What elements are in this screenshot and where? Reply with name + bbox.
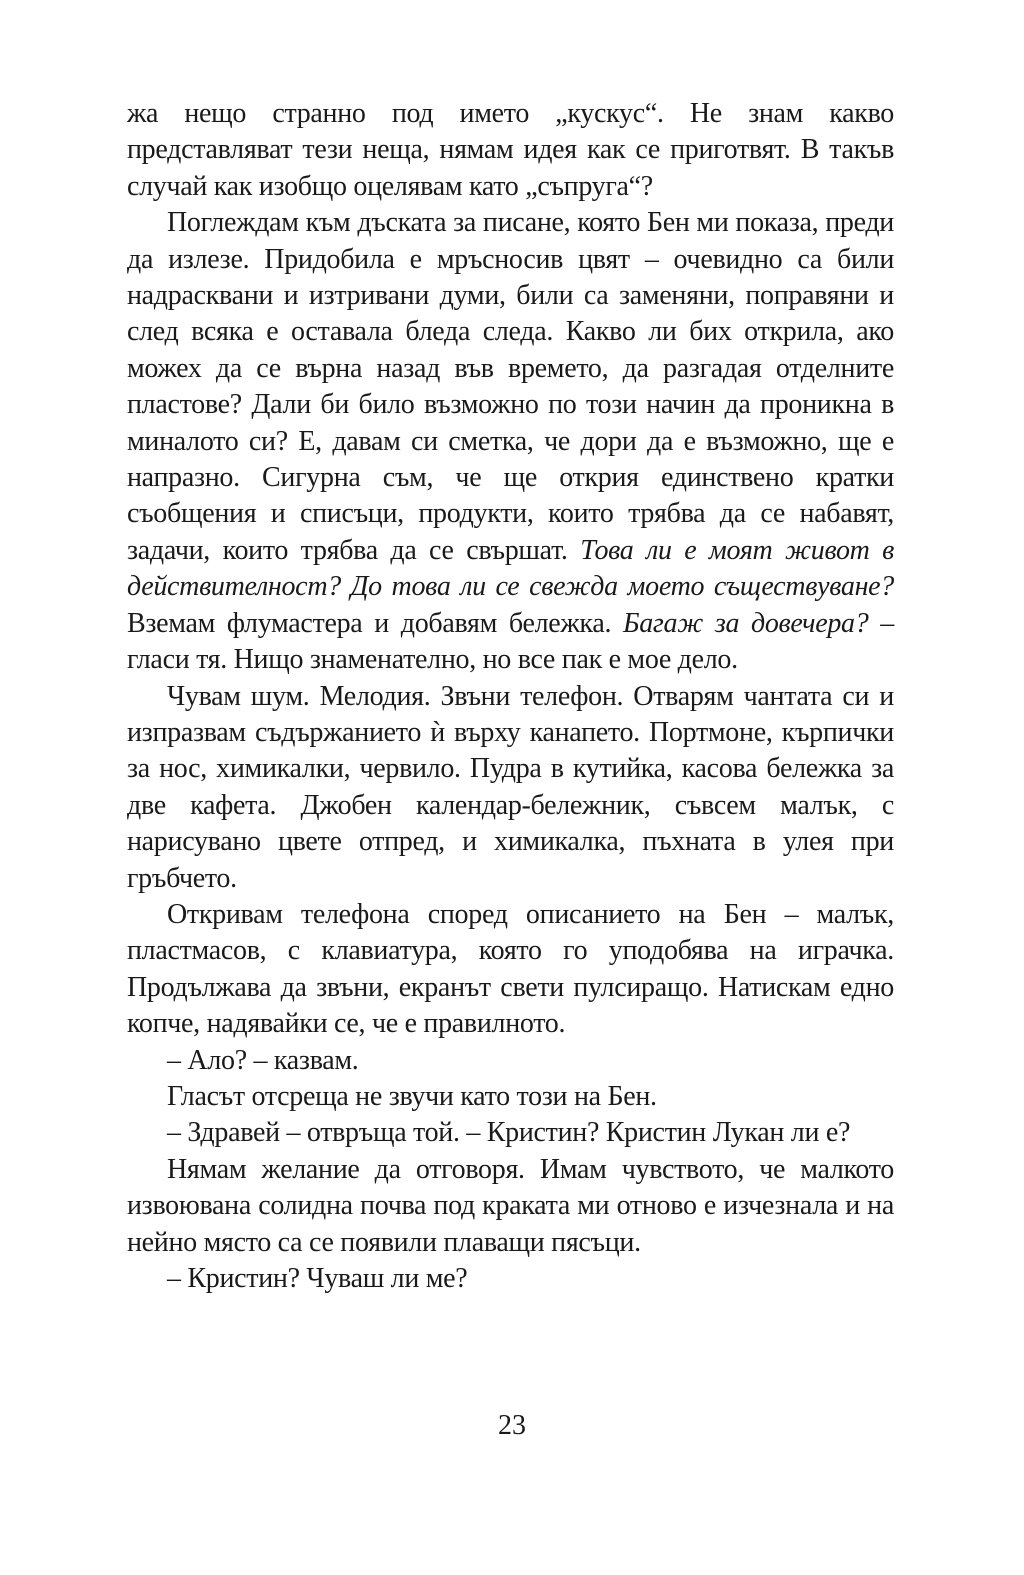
paragraph-8: [127, 1152, 894, 1261]
italic-text-run: Багаж за довечера?: [623, 607, 869, 639]
text-run: Гласът отсреща не звучи като този на Бен.: [167, 1080, 657, 1112]
text-run: – Кристин? Чуваш ли ме?: [167, 1263, 468, 1294]
body-text: [127, 96, 894, 1297]
page-number: 23: [498, 1410, 526, 1441]
text-run: – Ало? – казвам.: [167, 1044, 359, 1076]
text-run: Нямам желание да отговоря. Имам чувството, че малкото извоювана солидна почва под краката ми отново е изчезнала и на нейно място са се появили плаващи пясъци.: [127, 1153, 894, 1258]
text-run: Поглеждам към дъската за писане, която Бен ми показа, преди да излезе. Придобила е мръсносив цвят – очевидно са били надрасквани и изтривани думи, били са заменяни, поправяни и след всяка е оставала бледа следа. Какво ли бих открила, ако можех да се върна назад във времето, да разгадая отделните пластове? Дали би било възможно по този начин да проникна в миналото си? Е, давам си сметка, че дори да е възможно, ще е напразно. Сигурна съм, че ще открия единствено кратки съобщения и списъци, продукти, които трябва да се набавят, задачи, които трябва да се свършат.: [127, 207, 894, 566]
text-run: Вземам флумастера и добавям бележка.: [127, 607, 623, 639]
text-run: Чувам шум. Мелодия. Звъни телефон. Отварям чантата си и изпразвам съдържанието ѝ върху канапето. Портмоне, кърпички за нос, химикалки, червило. Пудра в кутийка, касова бележка за две кафета. Джобен календар-бележник, съвсем малък, с нарисувано цвете отпред, и химикалка, пъхната в улея при гръбчето.: [127, 680, 894, 894]
text-run: жа нещо странно под името „кускус“. Не знам какво представляват тези неща, нямам идея как се приготвят. В такъв случай как изобщо оцелявам като „съпруга“?: [127, 98, 894, 202]
paragraph-3: [127, 679, 894, 897]
text-run: – Здравей – отвръща той. – Кристин? Кристин Лукан ли е?: [167, 1117, 851, 1149]
paragraph-7: [127, 1115, 894, 1151]
text-run: Откривам телефона според описанието на Бен – малък, пластмасов, с клавиатура, която го уподобява на играчка. Продължава да звъни, екранът свети пулсиращо. Натискам едно копче, надявайки се, че е правилното.: [127, 898, 894, 1040]
paragraph-2: [127, 205, 894, 678]
paragraph-1: [127, 96, 894, 205]
paragraph-4: [127, 897, 894, 1043]
text-run: – гласи тя. Нищо знаменателно, но все пак е мое дело.: [127, 607, 895, 676]
paragraph-5: [127, 1043, 894, 1079]
paragraph-6: [127, 1079, 894, 1115]
paragraph-9: [127, 1261, 894, 1297]
italic-text-run: Това ли е моят живот в действителност? До това ли се свежда моето съществуване?: [127, 534, 894, 603]
